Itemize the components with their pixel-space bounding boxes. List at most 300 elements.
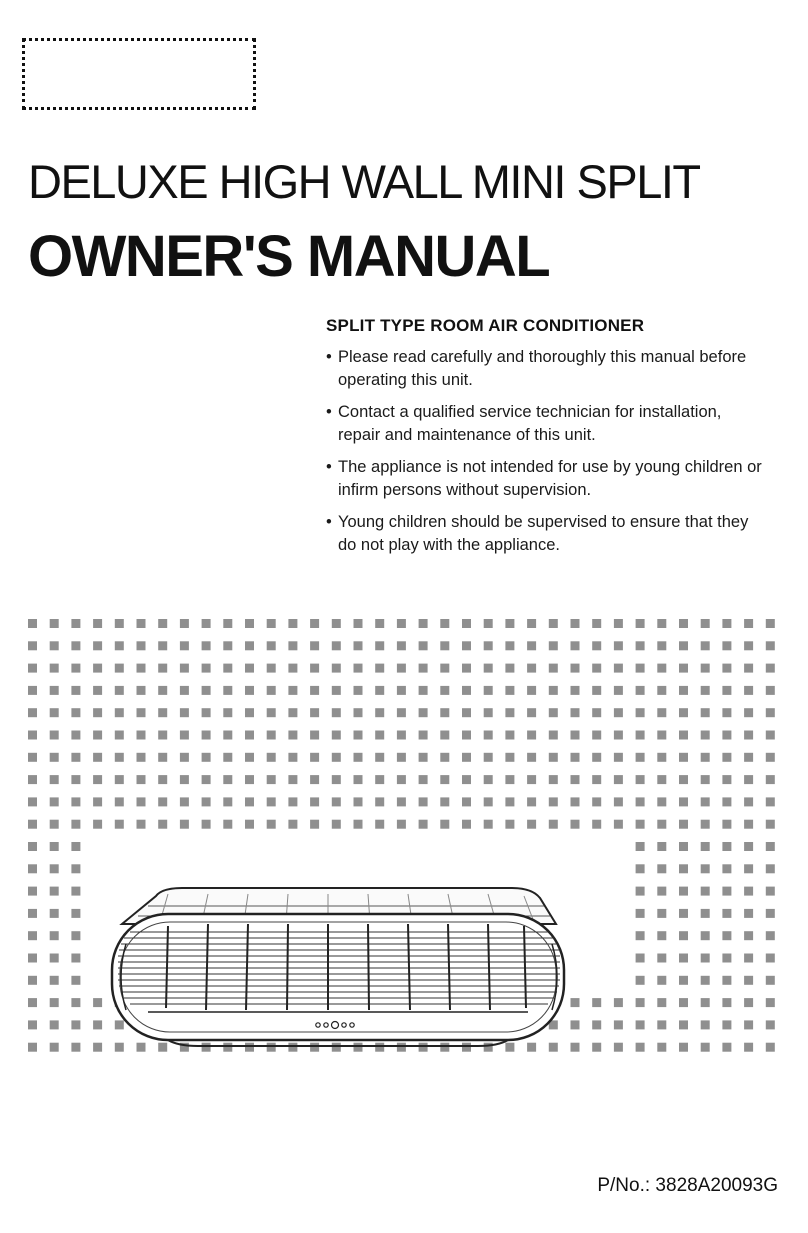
- pattern-square: [505, 753, 514, 762]
- pattern-square: [505, 797, 514, 806]
- pattern-square: [722, 708, 731, 717]
- pattern-square: [50, 708, 59, 717]
- pattern-square: [115, 619, 124, 628]
- pattern-square: [679, 708, 688, 717]
- pattern-square: [245, 664, 254, 673]
- pattern-square: [484, 820, 493, 829]
- pattern-square: [592, 664, 601, 673]
- pattern-square: [93, 1020, 102, 1029]
- pattern-square: [180, 753, 189, 762]
- part-number: P/No.: 3828A20093G: [597, 1175, 778, 1196]
- pattern-square: [245, 619, 254, 628]
- pattern-square: [419, 664, 428, 673]
- pattern-square: [375, 753, 384, 762]
- pattern-square: [722, 686, 731, 695]
- pattern-square: [50, 998, 59, 1007]
- pattern-square: [636, 954, 645, 963]
- pattern-square: [549, 619, 558, 628]
- pattern-square: [332, 775, 341, 784]
- pattern-square: [766, 619, 775, 628]
- pattern-square: [549, 797, 558, 806]
- bullet-icon: •: [326, 403, 332, 421]
- pattern-square: [679, 619, 688, 628]
- pattern-square: [744, 731, 753, 740]
- pattern-square: [397, 686, 406, 695]
- pattern-square: [766, 708, 775, 717]
- pattern-square: [440, 641, 449, 650]
- pattern-square: [71, 820, 80, 829]
- pattern-square: [440, 797, 449, 806]
- pattern-square: [657, 686, 666, 695]
- pattern-square: [71, 664, 80, 673]
- pattern-square: [744, 931, 753, 940]
- pattern-square: [223, 641, 232, 650]
- pattern-square: [245, 686, 254, 695]
- pattern-square: [527, 753, 536, 762]
- pattern-square: [462, 820, 471, 829]
- pattern-square: [375, 619, 384, 628]
- pattern-square: [636, 820, 645, 829]
- pattern-square: [50, 731, 59, 740]
- pattern-square: [440, 619, 449, 628]
- pattern-square: [462, 797, 471, 806]
- pattern-square: [484, 619, 493, 628]
- pattern-square: [657, 864, 666, 873]
- pattern-square: [158, 797, 167, 806]
- pattern-square: [354, 797, 363, 806]
- pattern-square: [332, 619, 341, 628]
- pattern-square: [375, 775, 384, 784]
- pattern-square: [744, 887, 753, 896]
- pattern-square: [332, 708, 341, 717]
- pattern-square: [93, 619, 102, 628]
- air-conditioner-illustration: [108, 884, 572, 1060]
- pattern-square: [223, 686, 232, 695]
- pattern-square: [50, 842, 59, 851]
- pattern-square: [202, 731, 211, 740]
- pattern-square: [397, 820, 406, 829]
- pattern-square: [267, 686, 276, 695]
- pattern-square: [115, 753, 124, 762]
- pattern-square: [766, 664, 775, 673]
- pattern-square: [71, 864, 80, 873]
- pattern-square: [50, 775, 59, 784]
- pattern-square: [158, 619, 167, 628]
- pattern-square: [310, 708, 319, 717]
- pattern-square: [354, 641, 363, 650]
- pattern-square: [419, 731, 428, 740]
- pattern-square: [50, 931, 59, 940]
- pattern-square: [744, 998, 753, 1007]
- pattern-square: [50, 1020, 59, 1029]
- pattern-square: [267, 708, 276, 717]
- pattern-square: [614, 1043, 623, 1052]
- pattern-square: [354, 775, 363, 784]
- pattern-square: [592, 998, 601, 1007]
- pattern-square: [657, 909, 666, 918]
- pattern-square: [267, 797, 276, 806]
- pattern-square: [332, 686, 341, 695]
- pattern-square: [354, 820, 363, 829]
- pattern-square: [267, 753, 276, 762]
- pattern-square: [614, 731, 623, 740]
- pattern-square: [657, 842, 666, 851]
- pattern-square: [71, 708, 80, 717]
- pattern-square: [310, 753, 319, 762]
- pattern-square: [28, 954, 37, 963]
- pattern-square: [202, 820, 211, 829]
- pattern-square: [679, 820, 688, 829]
- pattern-square: [180, 664, 189, 673]
- pattern-square: [71, 641, 80, 650]
- pattern-square: [636, 1043, 645, 1052]
- pattern-square: [180, 641, 189, 650]
- pattern-square: [71, 775, 80, 784]
- pattern-square: [419, 820, 428, 829]
- pattern-square: [592, 820, 601, 829]
- pattern-square: [71, 976, 80, 985]
- pattern-square: [744, 797, 753, 806]
- pattern-square: [180, 708, 189, 717]
- pattern-square: [28, 664, 37, 673]
- pattern-square: [419, 797, 428, 806]
- pattern-square: [592, 641, 601, 650]
- pattern-square: [93, 820, 102, 829]
- pattern-square: [766, 641, 775, 650]
- pattern-square: [679, 775, 688, 784]
- pattern-square: [657, 954, 666, 963]
- pattern-square: [571, 664, 580, 673]
- pattern-square: [766, 731, 775, 740]
- bullet-icon: •: [326, 348, 332, 366]
- intro-heading: SPLIT TYPE ROOM AIR CONDITIONER: [326, 316, 645, 335]
- pattern-square: [28, 1020, 37, 1029]
- pattern-square: [440, 731, 449, 740]
- pattern-square: [310, 775, 319, 784]
- pattern-square: [354, 664, 363, 673]
- pattern-square: [657, 931, 666, 940]
- pattern-square: [397, 731, 406, 740]
- pattern-square: [115, 686, 124, 695]
- pattern-square: [614, 619, 623, 628]
- pattern-square: [93, 708, 102, 717]
- pattern-square: [484, 797, 493, 806]
- pattern-square: [701, 887, 710, 896]
- pattern-square: [701, 954, 710, 963]
- pattern-square: [375, 797, 384, 806]
- pattern-square: [722, 619, 731, 628]
- pattern-square: [505, 641, 514, 650]
- pattern-square: [158, 775, 167, 784]
- pattern-square: [505, 686, 514, 695]
- pattern-square: [657, 641, 666, 650]
- pattern-square: [397, 753, 406, 762]
- pattern-square: [288, 641, 297, 650]
- pattern-square: [310, 731, 319, 740]
- pattern-square: [679, 887, 688, 896]
- pattern-square: [722, 998, 731, 1007]
- pattern-square: [288, 753, 297, 762]
- pattern-square: [462, 641, 471, 650]
- pattern-square: [115, 775, 124, 784]
- pattern-square: [657, 775, 666, 784]
- pattern-square: [288, 775, 297, 784]
- pattern-square: [722, 931, 731, 940]
- pattern-square: [657, 731, 666, 740]
- pattern-square: [419, 753, 428, 762]
- pattern-square: [722, 864, 731, 873]
- pattern-square: [592, 731, 601, 740]
- pattern-square: [223, 731, 232, 740]
- pattern-square: [484, 641, 493, 650]
- pattern-square: [722, 731, 731, 740]
- pattern-square: [71, 887, 80, 896]
- pattern-square: [592, 1020, 601, 1029]
- pattern-square: [722, 664, 731, 673]
- pattern-square: [614, 797, 623, 806]
- pattern-square: [722, 641, 731, 650]
- pattern-square: [137, 708, 146, 717]
- pattern-square: [93, 686, 102, 695]
- pattern-square: [93, 998, 102, 1007]
- pattern-square: [223, 664, 232, 673]
- pattern-square: [679, 976, 688, 985]
- pattern-square: [93, 797, 102, 806]
- pattern-square: [71, 842, 80, 851]
- pattern-square: [223, 820, 232, 829]
- pattern-square: [462, 731, 471, 740]
- pattern-square: [571, 619, 580, 628]
- pattern-square: [701, 797, 710, 806]
- pattern-square: [137, 731, 146, 740]
- pattern-square: [527, 775, 536, 784]
- pattern-square: [571, 686, 580, 695]
- pattern-square: [614, 820, 623, 829]
- intro-bullet-text: Please read carefully and thoroughly this manual before operating this unit.: [338, 348, 747, 389]
- pattern-square: [722, 1043, 731, 1052]
- pattern-square: [722, 842, 731, 851]
- bullet-icon: •: [326, 458, 332, 476]
- pattern-square: [71, 1020, 80, 1029]
- pattern-square: [744, 753, 753, 762]
- pattern-square: [310, 641, 319, 650]
- pattern-square: [657, 820, 666, 829]
- pattern-square: [636, 753, 645, 762]
- intro-bullet-text: Contact a qualified service technician for installation, repair and maintenance of this unit.: [338, 403, 722, 444]
- pattern-square: [766, 775, 775, 784]
- pattern-square: [28, 619, 37, 628]
- pattern-square: [137, 619, 146, 628]
- pattern-square: [744, 641, 753, 650]
- pattern-square: [701, 976, 710, 985]
- pattern-square: [592, 686, 601, 695]
- pattern-square: [766, 686, 775, 695]
- pattern-square: [71, 954, 80, 963]
- pattern-square: [93, 664, 102, 673]
- pattern-square: [701, 664, 710, 673]
- pattern-square: [701, 864, 710, 873]
- pattern-square: [375, 820, 384, 829]
- pattern-square: [419, 641, 428, 650]
- pattern-square: [71, 797, 80, 806]
- pattern-square: [93, 753, 102, 762]
- pattern-square: [679, 686, 688, 695]
- pattern-square: [636, 1020, 645, 1029]
- pattern-square: [701, 931, 710, 940]
- pattern-square: [657, 976, 666, 985]
- pattern-square: [28, 731, 37, 740]
- pattern-square: [202, 664, 211, 673]
- pattern-square: [766, 1020, 775, 1029]
- pattern-square: [484, 753, 493, 762]
- intro-bullet-text: Young children should be supervised to ensure that they do not play with the appliance.: [338, 513, 749, 554]
- pattern-square: [28, 753, 37, 762]
- pattern-square: [202, 686, 211, 695]
- pattern-square: [354, 708, 363, 717]
- pattern-square: [744, 1020, 753, 1029]
- pattern-square: [137, 797, 146, 806]
- pattern-square: [744, 1043, 753, 1052]
- pattern-square: [744, 686, 753, 695]
- pattern-square: [50, 887, 59, 896]
- pattern-square: [440, 753, 449, 762]
- pattern-square: [137, 820, 146, 829]
- pattern-square: [180, 820, 189, 829]
- pattern-square: [484, 664, 493, 673]
- pattern-square: [657, 998, 666, 1007]
- pattern-square: [679, 864, 688, 873]
- pattern-square: [310, 797, 319, 806]
- pattern-square: [288, 619, 297, 628]
- pattern-square: [636, 887, 645, 896]
- pattern-square: [657, 1020, 666, 1029]
- pattern-square: [71, 1043, 80, 1052]
- pattern-square: [679, 998, 688, 1007]
- pattern-square: [267, 619, 276, 628]
- pattern-square: [71, 753, 80, 762]
- pattern-square: [267, 820, 276, 829]
- pattern-square: [462, 708, 471, 717]
- pattern-square: [310, 619, 319, 628]
- pattern-square: [180, 686, 189, 695]
- pattern-square: [288, 820, 297, 829]
- pattern-square: [636, 931, 645, 940]
- pattern-square: [657, 887, 666, 896]
- pattern-square: [180, 797, 189, 806]
- pattern-square: [744, 664, 753, 673]
- pattern-square: [744, 976, 753, 985]
- pattern-square: [701, 619, 710, 628]
- pattern-square: [636, 664, 645, 673]
- pattern-square: [245, 708, 254, 717]
- pattern-square: [137, 686, 146, 695]
- pattern-square: [636, 842, 645, 851]
- pattern-square: [592, 708, 601, 717]
- pattern-square: [614, 686, 623, 695]
- pattern-square: [50, 619, 59, 628]
- pattern-square: [722, 976, 731, 985]
- pattern-square: [722, 887, 731, 896]
- pattern-square: [679, 842, 688, 851]
- pattern-square: [332, 731, 341, 740]
- pattern-square: [527, 641, 536, 650]
- pattern-square: [462, 686, 471, 695]
- pattern-square: [462, 664, 471, 673]
- pattern-square: [375, 708, 384, 717]
- pattern-square: [636, 797, 645, 806]
- pattern-square: [419, 619, 428, 628]
- pattern-square: [527, 619, 536, 628]
- pattern-square: [267, 775, 276, 784]
- pattern-square: [679, 753, 688, 762]
- pattern-square: [701, 1020, 710, 1029]
- pattern-square: [657, 1043, 666, 1052]
- pattern-square: [28, 686, 37, 695]
- pattern-square: [484, 731, 493, 740]
- pattern-square: [701, 775, 710, 784]
- pattern-square: [28, 775, 37, 784]
- pattern-square: [679, 931, 688, 940]
- pattern-square: [592, 619, 601, 628]
- pattern-square: [28, 931, 37, 940]
- pattern-square: [93, 641, 102, 650]
- pattern-square: [115, 708, 124, 717]
- pattern-square: [397, 664, 406, 673]
- pattern-square: [223, 708, 232, 717]
- pattern-square: [527, 797, 536, 806]
- pattern-square: [310, 686, 319, 695]
- pattern-square: [180, 731, 189, 740]
- pattern-square: [397, 708, 406, 717]
- pattern-square: [354, 619, 363, 628]
- pattern-square: [571, 753, 580, 762]
- pattern-square: [137, 664, 146, 673]
- pattern-square: [310, 820, 319, 829]
- pattern-square: [744, 842, 753, 851]
- pattern-square: [571, 731, 580, 740]
- pattern-square: [744, 708, 753, 717]
- pattern-square: [614, 708, 623, 717]
- pattern-square: [505, 731, 514, 740]
- pattern-square: [722, 753, 731, 762]
- pattern-square: [462, 753, 471, 762]
- pattern-square: [93, 775, 102, 784]
- pattern-square: [245, 731, 254, 740]
- pattern-square: [571, 641, 580, 650]
- pattern-square: [50, 954, 59, 963]
- pattern-square: [484, 686, 493, 695]
- pattern-square: [722, 909, 731, 918]
- pattern-square: [245, 775, 254, 784]
- pattern-square: [679, 954, 688, 963]
- pattern-square: [115, 664, 124, 673]
- pattern-square: [679, 909, 688, 918]
- pattern-square: [636, 619, 645, 628]
- pattern-square: [397, 797, 406, 806]
- pattern-square: [571, 775, 580, 784]
- pattern-square: [267, 641, 276, 650]
- pattern-square: [223, 619, 232, 628]
- pattern-square: [440, 686, 449, 695]
- pattern-square: [722, 954, 731, 963]
- pattern-square: [657, 619, 666, 628]
- pattern-square: [679, 1043, 688, 1052]
- pattern-square: [158, 708, 167, 717]
- pattern-square: [766, 753, 775, 762]
- pattern-square: [28, 842, 37, 851]
- pattern-square: [636, 998, 645, 1007]
- pattern-square: [701, 820, 710, 829]
